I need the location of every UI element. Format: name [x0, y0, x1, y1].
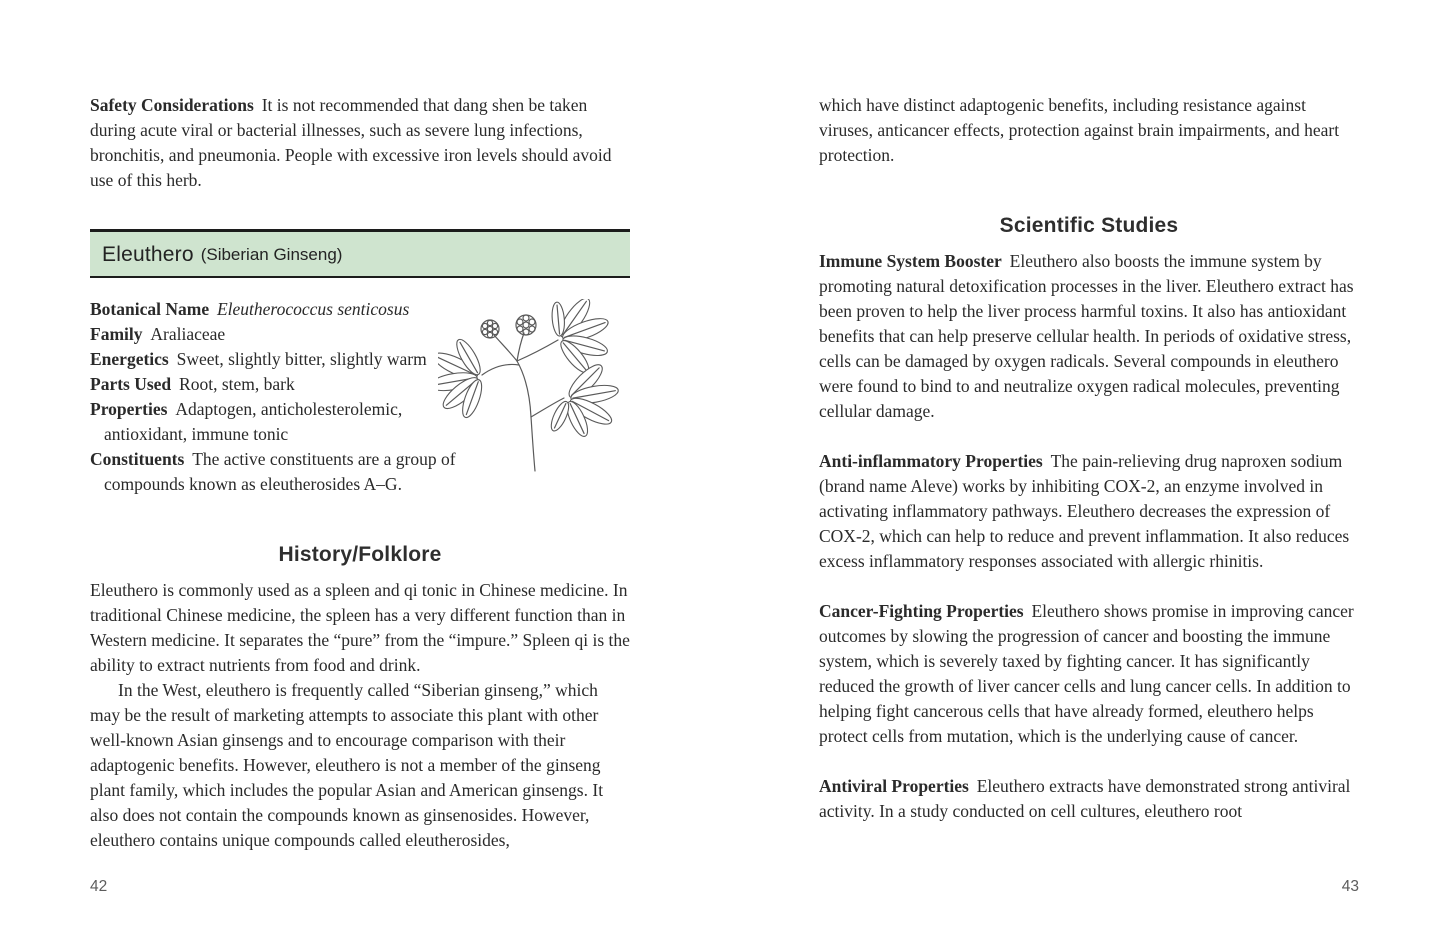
leaf-cluster-icon	[548, 360, 620, 439]
cancer-fighting-text: Eleuthero shows promise in improving cancer outcomes by slowing the progression of cancer and boosting the immune system, which is severely taxed by fighting cancer. It has significantly reduced the growth of liver cancer cells and lung cancer cells. In addition to helping fight cancerous cells that have already formed, eleuthero helps protect cells from mutation, which is the underlying cause of cancer.	[819, 601, 1354, 746]
parts-used-label: Parts Used	[90, 374, 172, 394]
botanical-list	[90, 297, 464, 497]
anti-inflammatory-paragraph	[819, 449, 1359, 574]
herb-title: Eleuthero	[102, 242, 194, 266]
leaf-cluster-icon	[438, 336, 486, 420]
history-folklore-heading: History/Folklore	[278, 543, 442, 566]
flower-umbel-icon	[481, 320, 499, 338]
family-label: Family	[90, 324, 143, 344]
botanical-name-label: Botanical Name	[90, 299, 210, 319]
safety-considerations-paragraph	[90, 93, 630, 193]
continuation-paragraph: which have distinct adaptogenic benefits, including resistance against viruses, anticancer effects, protection against brain impairments, and heart protection.	[819, 95, 1340, 165]
immune-system-booster-text: Eleuthero also boosts the immune system by promoting natural detoxification processes in the liver. Eleuthero extract has been proven to help the liver process harmful toxins. It also has antioxidant benefits that can help preserve cellular health. In periods of oxidative stress, cells can be damaged by oxygen radicals. Several compounds in eleuthero were found to bind to and neutralize oxygen radical molecules, preventing cellular damage.	[819, 251, 1354, 421]
properties-label: Properties	[90, 399, 168, 419]
flower-umbel-icon	[516, 315, 536, 335]
energetics-label: Energetics	[90, 349, 169, 369]
history-paragraph-2: In the West, eleuthero is frequently called “Siberian ginseng,” which may be the result of marketing attempts to associate this plant with other well-known Asian ginsengs and to encourage comparison with their adaptogenic benefits. However, eleuthero is not a member of the ginseng plant family, which includes the popular Asian and American ginsengs. It also does not contain the compounds known as ginsenosides. However, eleuthero contains unique compounds called eleutherosides,	[90, 680, 604, 850]
energetics-value: Sweet, slightly bitter, slightly warm	[176, 349, 427, 369]
history-paragraph-1: Eleuthero is commonly used as a spleen and qi tonic in Chinese medicine. In traditional Chinese medicine, the spleen has a very different function than in Western medicine. It separates the “pure” from the “impure.” Spleen qi is the ability to extract nutrients from food and drink.	[90, 580, 630, 675]
antiviral-paragraph	[819, 774, 1359, 824]
anti-inflammatory-label: Anti-inflammatory Properties	[819, 451, 1043, 471]
energetics-row	[90, 347, 464, 372]
cancer-fighting-label: Cancer-Fighting Properties	[819, 601, 1024, 621]
left-page-number: 42	[90, 878, 108, 895]
herb-subtitle: (Siberian Ginseng)	[200, 245, 343, 264]
family-value: Araliaceae	[150, 324, 226, 344]
properties-value: Adaptogen, anticholesterolemic, antioxidant, immune tonic	[104, 399, 403, 444]
right-page	[819, 0, 1359, 824]
scientific-studies-heading: Scientific Studies	[999, 214, 1179, 237]
anti-inflammatory-text: The pain-relieving drug naproxen sodium (brand name Aleve) works by inhibiting COX-2, an enzyme involved in activating inflammatory pathways. Eleuthero decreases the expression of COX-2, which can help to reduce and prevent inflammation. It also reduces excess inflammatory responses associated with allergic rhinitis.	[819, 451, 1350, 571]
antiviral-label: Antiviral Properties	[819, 776, 969, 796]
immune-system-booster-paragraph	[819, 249, 1359, 424]
family-row	[90, 322, 464, 347]
parts-used-row	[90, 372, 464, 397]
eleuthero-plant-illustration	[438, 299, 624, 477]
botanical-name-row	[90, 297, 464, 322]
constituents-label: Constituents	[90, 449, 185, 469]
cancer-fighting-paragraph	[819, 599, 1359, 749]
safety-considerations-text: It is not recommended that dang shen be taken during acute viral or bacterial illnesses, such as severe lung infections, bronchitis, and pneumonia. People with excessive iron levels should avoid use of this herb.	[90, 95, 612, 190]
herb-section-header	[90, 229, 630, 278]
botanical-name-value: Eleutherococcus senticosus	[216, 299, 410, 319]
studies-block	[819, 249, 1359, 824]
constituents-row	[90, 447, 464, 497]
antiviral-text: Eleuthero extracts have demonstrated strong antiviral activity. In a study conducted on cell cultures, eleuthero root	[819, 776, 1351, 821]
leaf-cluster-icon	[551, 299, 611, 376]
immune-system-booster-label: Immune System Booster	[819, 251, 1002, 271]
right-page-number: 43	[1341, 878, 1359, 895]
safety-considerations-label: Safety Considerations	[90, 95, 254, 115]
botanical-info-block	[90, 297, 630, 502]
properties-row	[90, 397, 464, 447]
left-page	[90, 0, 630, 853]
parts-used-value: Root, stem, bark	[179, 374, 295, 394]
constituents-value: The active constituents are a group of compounds known as eleutherosides A–G.	[104, 449, 456, 494]
